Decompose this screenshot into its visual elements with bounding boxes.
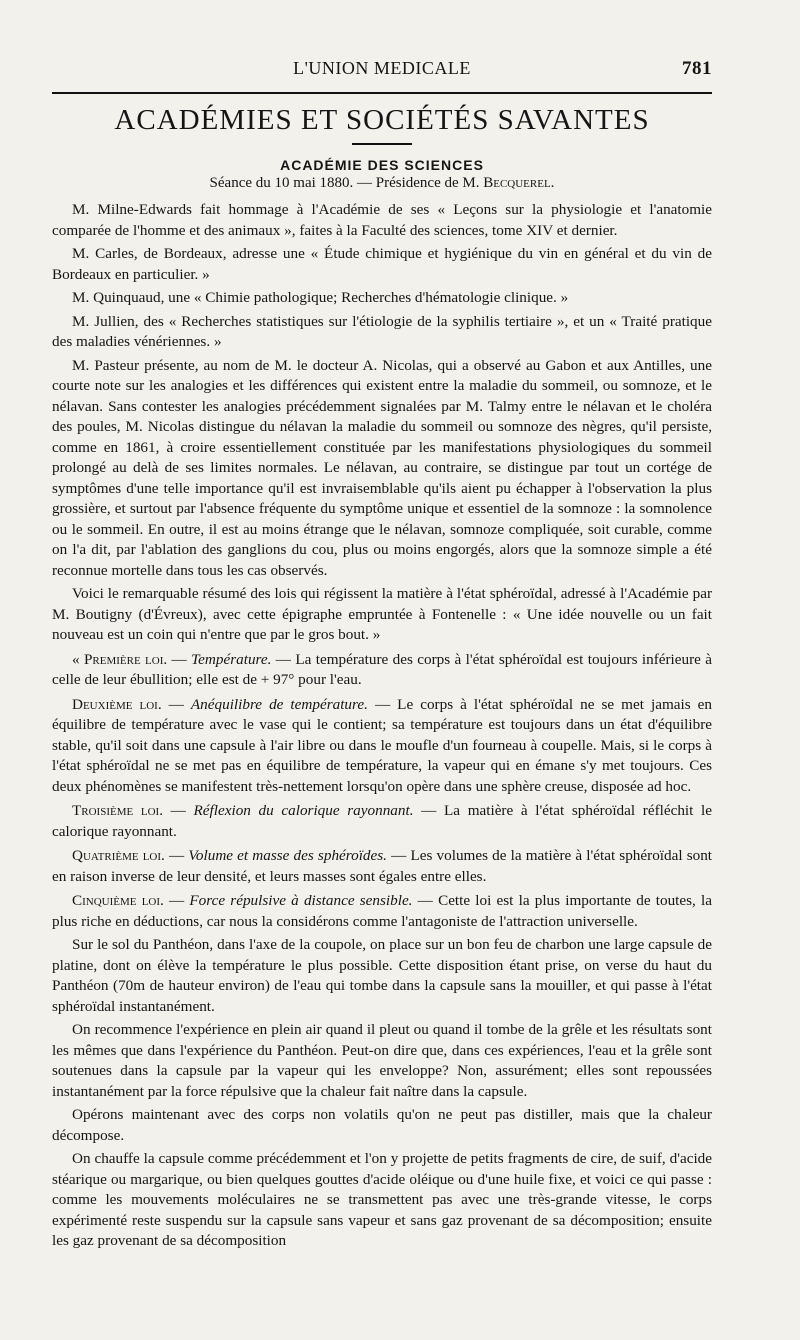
law-name: Quatrième loi. [72,847,165,864]
section-title: ACADÉMIES ET SOCIÉTÉS SAVANTES [114,104,650,136]
page-number: 781 [682,58,712,79]
session-line [52,175,712,192]
document-page [52,58,712,1308]
paragraph: M. Carles, de Bordeaux, adresse une « Étude chimique et hygiénique du vin en général et du vin de Bordeaux en particulier. » [52,245,712,283]
law-text: La matière à l'état sphéroïdal réfléchit le calorique rayonnant. [52,802,712,840]
law-paragraph: Deuxième loi. — Anéquilibre de température. — Le corps à l'état sphéroïdal ne se met jamais en équilibre de température avec le vase qui le contient; sa température est toujours dans un état d'équilibre stable, qu'il soit dans une capsule à l'air libre ou dans le moufle d'un fourneau à coupelle. Mais, si le corps à l'état sphéroïdal ne se met pas en équilibre de température, la vapeur qui en émane s'y met toujours. Ces deux phénomènes se manifestent très-nettement lorsqu'on opère dans une sphère creuse, disposée ad hoc. [52,695,713,795]
paragraph: Opérons maintenant avec des corps non volatils qu'on ne peut pas distiller, mais que la chaleur décompose. [52,1106,712,1144]
paragraph: On chauffe la capsule comme précédemment et l'on y projette de petits fragments de cire, de suif, d'acide stéarique ou margarique, ou bien quelques gouttes d'acide oléique ou d'une huile fixe, et voici ce qui passe : comme les mouvements moléculaires ne se transmettent pas avec une très-grande vitesse, le corps expérimenté reste suspendu sur la capsule sans vapeur et sans gaz provenant de sa décomposition; ensuite les gaz provenant de sa décomposition [52,1150,712,1249]
law-name: Deuxième loi. [72,695,162,713]
paragraph: On recommence l'expérience en plein air quand il pleut ou quand il tombe de la grêle et les résultats sont les mêmes que dans l'expérience du Panthéon. Peut-on dire que, dans ces expériences, l'eau et la grêle sont soutenues dans la capsule par la vapeur qui les enveloppe? Non, assurément; elles sont repoussées instantanément par la force répulsive que la chaleur fait naître dans la capsule. [52,1021,712,1100]
law-paragraph: Cinquième loi. — Force répulsive à distance sensible. — Cette loi est la plus importante de toutes, la plus riche en déductions, car nous la considérons comme l'antagoniste de l'attraction universelle. [52,892,712,930]
academy-title: ACADÉMIE DES SCIENCES [280,157,484,173]
law-title: Température. [191,650,272,668]
law-name: Cinquième loi. [72,892,164,909]
paragraph: M. Quinquaud, une « Chimie pathologique; Recherches d'hématologie clinique. » [72,289,569,306]
header-rule [52,92,712,94]
law-text: Le corps à l'état sphéroïdal ne se met jamais en équilibre de température avec le vase qui le contient; sa température est toujours dans un état d'équilibre stable, qu'il soit dans une capsule à l'air libre ou dans le moufle d'un fourneau à coupelle. Mais, si le corps à l'état sphéroïdal ne se met pas en équilibre de température, la vapeur qui en émane s'y met toujours. Ces deux phénomènes se manifestent très-nettement lorsqu'on opère dans une sphère creuse, disposée ad hoc. [52,695,713,795]
law-title: Force répulsive à distance sensible. [189,892,413,909]
running-header [52,58,712,84]
paragraph: M. Jullien, des « Recherches statistiques sur l'étiologie de la syphilis tertiaire », et un « Traité pratique des maladies vénériennes. » [52,312,712,350]
law-title: Réflexion du calorique rayonnant. [193,802,414,819]
paragraph: M. Pasteur présente, au nom de M. le docteur A. Nicolas, qui a observé au Gabon et aux Antilles, une courte note sur les analogies et les différences qui existent entre la maladie du sommeil, ou somnoze, et le nélavan. Sans contester les analogies précédemment signalées par M. Talmy entre le nélavan et le choléra des poules, M. Nicolas distingue du nélavan la maladie du sommeil ou somnoze des nègres, qu'il persiste, comme en 1861, à croire essentiellement constituée par les manifestations physiologiques du sommeil prolongé au delà de ses limites normales. Le nélavan, au contraire, se distingue par tout un cortége de symptômes d'une telle importance qu'il est invraisemblable qu'ils aient pu échapper à l'observation la plus grossière, et surtout par l'absence fréquente du symptôme unique et essentiel de la somnoze : la somnolence ou le sommeil. En outre, il est au moins étrange que le nélavan, somnoze compliquée, soit curable, comme on l'a dit, par l'ablation des ganglions du cou, plus ou moins engorgés, alors que la somnoze simple a été reconnue mortelle dans tous les cas observés. [52,356,712,579]
law-text: Les volumes de la matière à l'état sphéroïdal sont en raison inverse de leur densité, et leurs masses sont égales entre elles. [52,847,713,885]
law-title: Anéquilibre de température. [190,695,368,713]
paragraph: Voici le remarquable résumé des lois qui régissent la matière à l'état sphéroïdal, adressé à l'Académie par M. Boutigny (d'Évreux), avec cette épigraphe empruntée à Fontenelle : « Une idée nouvelle ou un fait nouveau est un coin qui n'entre que par le gros bout. » [52,585,712,643]
running-title: L'UNION MEDICALE [293,58,471,78]
law-paragraph: Troisième loi. — Réflexion du calorique rayonnant. — La matière à l'état sphéroïdal réfléchit le calorique rayonnant. [52,802,712,840]
law-name: « Première loi. [72,650,168,668]
paragraph: M. Milne-Edwards fait hommage à l'Académie de ses « Leçons sur la physiologie et l'anatomie comparée de l'homme et des animaux », faites à la Faculté des sciences, tome XIV et dernier. [52,201,712,239]
law-title: Volume et masse des sphéroïdes. [188,847,387,864]
paragraph: Sur le sol du Panthéon, dans l'axe de la coupole, on place sur un bon feu de charbon une large capsule de platine, dont on élève la température le plus possible. Cette disposition étant prise, on verse du haut du Panthéon (70m de hauteur environ) de l'eau qui tombe dans la capsule sans la mouiller, et qui passe à l'état sphéroïdal instantanément. [52,936,712,1015]
law-paragraph: Quatrième loi. — Volume et masse des sphéroïdes. — Les volumes de la matière à l'état sphéroïdal sont en raison inverse de leur densité, et leurs masses sont égales entre elles. [52,847,713,885]
law-paragraph: « Première loi. — Température. — La température des corps à l'état sphéroïdal est toujours inférieure à celle de leur ébullition; elle est de + 97° pour l'eau. [52,650,713,688]
law-text: La température des corps à l'état sphéroïdal est toujours inférieure à celle de leur ébullition; elle est de + 97° pour l'eau. [52,650,713,688]
session-text: Séance du 10 mai 1880. — Présidence de M. [209,175,480,191]
law-name: Troisième loi. [72,802,164,819]
title-divider [352,143,412,145]
president-name: Becquerel. [483,175,555,191]
law-text: Cette loi est la plus importante de toutes, la plus riche en déductions, car nous la considérons comme l'antagoniste de l'attraction universelle. [52,892,712,930]
